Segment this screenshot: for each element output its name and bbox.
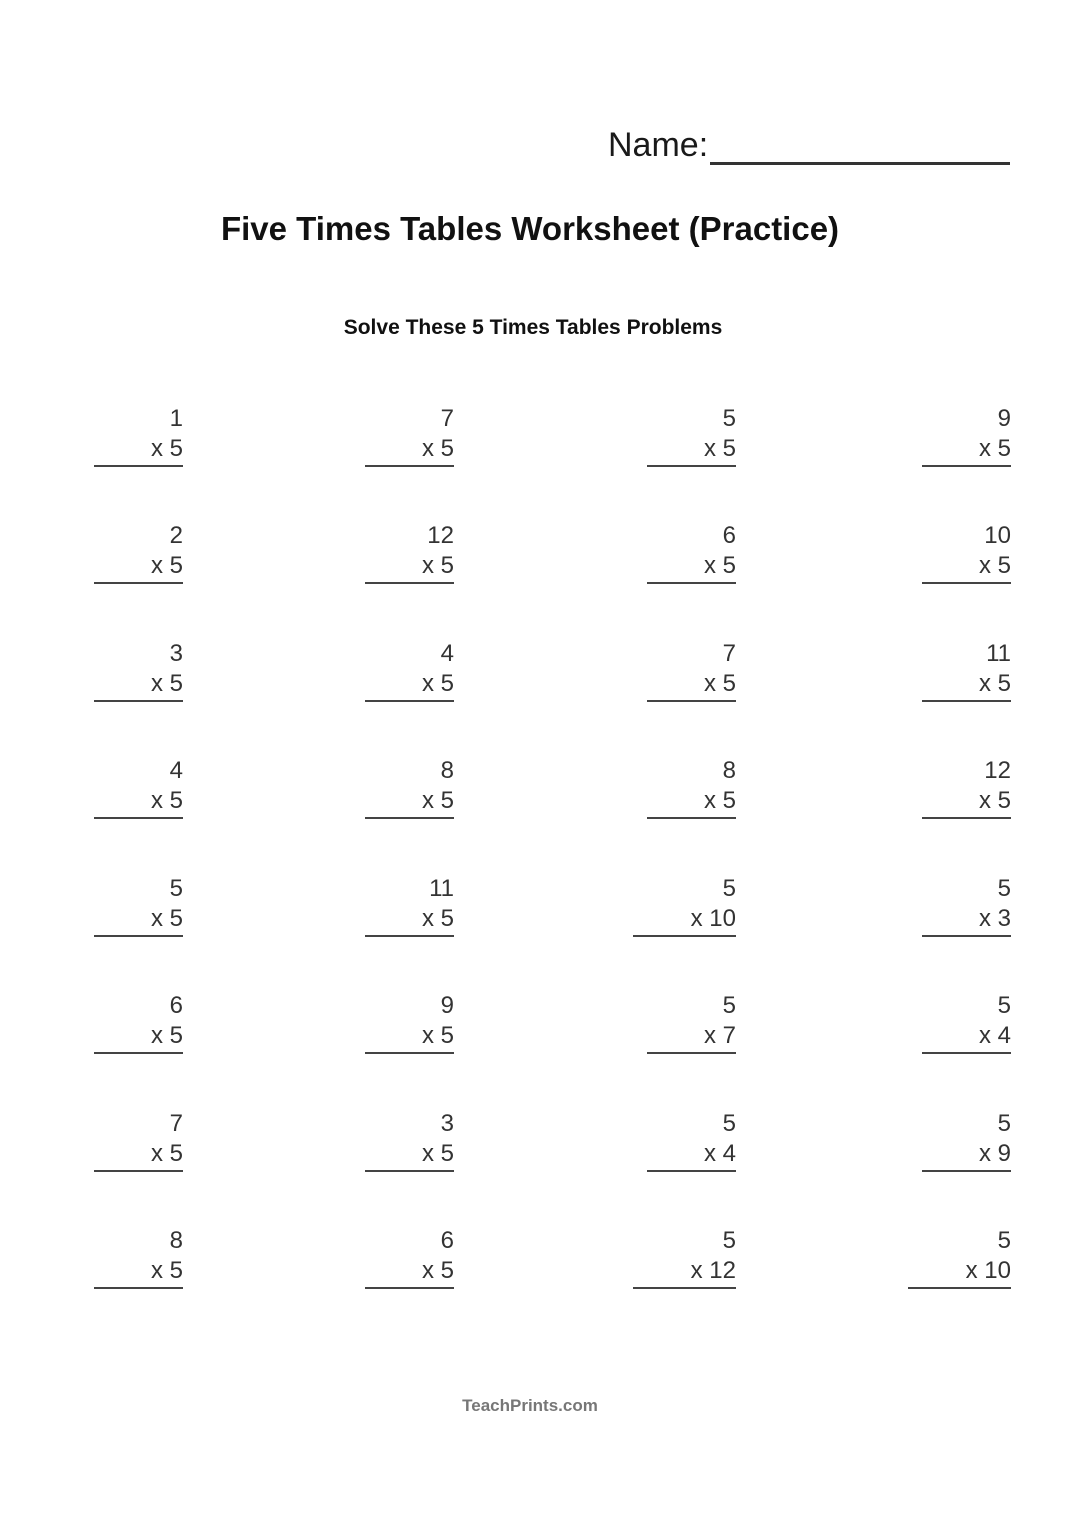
answer-line[interactable] [365, 700, 454, 702]
problem-item [23, 991, 183, 1051]
problem-item [294, 991, 454, 1051]
multiplier: x 5 [421, 905, 454, 932]
multiplier: x 5 [150, 1257, 183, 1284]
multiplier: x 12 [690, 1257, 736, 1284]
problem-item [851, 404, 1011, 464]
answer-line[interactable] [94, 582, 183, 584]
multiplier: x 9 [978, 1140, 1011, 1167]
answer-line[interactable] [647, 1052, 736, 1054]
answer-line[interactable] [633, 935, 736, 937]
multiplier: x 5 [703, 435, 736, 462]
problem-item [576, 404, 736, 464]
multiplier: x 5 [150, 435, 183, 462]
instructions: Solve These 5 Times Tables Problems [343, 316, 723, 339]
answer-line[interactable] [365, 1287, 454, 1289]
multiplicand: 3 [440, 1110, 454, 1137]
problem-item [576, 991, 736, 1051]
problem-item [23, 756, 183, 816]
multiplicand: 12 [427, 522, 454, 549]
multiplier: x 5 [150, 1140, 183, 1167]
multiplicand: 5 [997, 1227, 1011, 1254]
problem-item [576, 1226, 736, 1286]
answer-line[interactable] [94, 935, 183, 937]
multiplier: x 7 [703, 1022, 736, 1049]
multiplier: x 5 [150, 670, 183, 697]
problem-item [294, 639, 454, 699]
answer-line[interactable] [922, 700, 1011, 702]
multiplicand: 7 [169, 1110, 183, 1137]
multiplicand: 7 [722, 640, 736, 667]
multiplier: x 5 [703, 787, 736, 814]
multiplier: x 10 [965, 1257, 1011, 1284]
multiplier: x 5 [421, 435, 454, 462]
multiplicand: 4 [169, 757, 183, 784]
problem-item [851, 1109, 1011, 1169]
multiplicand: 5 [997, 992, 1011, 1019]
multiplicand: 8 [169, 1227, 183, 1254]
multiplicand: 7 [440, 405, 454, 432]
problem-item [23, 874, 183, 934]
multiplicand: 6 [169, 992, 183, 1019]
problem-item [294, 521, 454, 581]
multiplier: x 5 [421, 787, 454, 814]
problem-item [23, 521, 183, 581]
multiplicand: 11 [429, 875, 454, 902]
problem-item [294, 756, 454, 816]
problem-item [576, 874, 736, 934]
multiplier: x 5 [421, 670, 454, 697]
answer-line[interactable] [94, 465, 183, 467]
multiplier: x 5 [978, 552, 1011, 579]
answer-line[interactable] [922, 817, 1011, 819]
answer-line[interactable] [365, 465, 454, 467]
problem-item [294, 404, 454, 464]
multiplier: x 4 [978, 1022, 1011, 1049]
answer-line[interactable] [647, 700, 736, 702]
answer-line[interactable] [94, 1052, 183, 1054]
multiplicand: 8 [722, 757, 736, 784]
problem-item [576, 521, 736, 581]
answer-line[interactable] [647, 817, 736, 819]
multiplier: x 3 [978, 905, 1011, 932]
problem-item [23, 639, 183, 699]
multiplier: x 5 [978, 435, 1011, 462]
problem-item [576, 756, 736, 816]
answer-line[interactable] [922, 582, 1011, 584]
answer-line[interactable] [647, 1170, 736, 1172]
multiplier: x 5 [703, 552, 736, 579]
answer-line[interactable] [94, 1170, 183, 1172]
answer-line[interactable] [365, 1170, 454, 1172]
multiplicand: 12 [984, 757, 1011, 784]
problem-item [851, 874, 1011, 934]
multiplicand: 5 [722, 992, 736, 1019]
answer-line[interactable] [365, 1052, 454, 1054]
answer-line[interactable] [365, 582, 454, 584]
multiplier: x 5 [150, 552, 183, 579]
page-title: Five Times Tables Worksheet (Practice) [220, 210, 840, 247]
answer-line[interactable] [922, 1052, 1011, 1054]
multiplicand: 5 [722, 1227, 736, 1254]
multiplicand: 5 [722, 875, 736, 902]
multiplicand: 10 [984, 522, 1011, 549]
multiplicand: 9 [997, 405, 1011, 432]
problem-item [851, 521, 1011, 581]
problem-item [851, 991, 1011, 1051]
multiplier: x 5 [421, 1022, 454, 1049]
problem-item [294, 1109, 454, 1169]
answer-line[interactable] [365, 817, 454, 819]
multiplicand: 3 [169, 640, 183, 667]
multiplicand: 6 [440, 1227, 454, 1254]
multiplicand: 8 [440, 757, 454, 784]
problem-item [294, 1226, 454, 1286]
answer-line[interactable] [922, 1170, 1011, 1172]
multiplicand: 1 [169, 405, 183, 432]
multiplier: x 5 [978, 670, 1011, 697]
problem-item [851, 756, 1011, 816]
problem-item [23, 1109, 183, 1169]
multiplicand: 5 [722, 1110, 736, 1137]
name-field [608, 126, 1010, 165]
problem-item [576, 639, 736, 699]
answer-line[interactable] [633, 1287, 736, 1289]
multiplier: x 5 [150, 1022, 183, 1049]
multiplicand: 9 [440, 992, 454, 1019]
multiplier: x 5 [978, 787, 1011, 814]
name-label: Name: [608, 126, 709, 164]
answer-line[interactable] [647, 582, 736, 584]
answer-line[interactable] [908, 1287, 1011, 1289]
problem-item [294, 874, 454, 934]
multiplicand: 5 [722, 405, 736, 432]
answer-line[interactable] [647, 465, 736, 467]
problem-item [23, 1226, 183, 1286]
answer-line[interactable] [922, 465, 1011, 467]
problem-item [851, 639, 1011, 699]
name-blank-line[interactable] [710, 128, 1010, 165]
answer-line[interactable] [94, 1287, 183, 1289]
multiplier: x 10 [690, 905, 736, 932]
problem-item [851, 1226, 1011, 1286]
multiplicand: 5 [169, 875, 183, 902]
answer-line[interactable] [922, 935, 1011, 937]
multiplier: x 5 [421, 1140, 454, 1167]
answer-line[interactable] [94, 700, 183, 702]
answer-line[interactable] [365, 935, 454, 937]
multiplier: x 5 [703, 670, 736, 697]
multiplier: x 5 [421, 552, 454, 579]
multiplicand: 5 [997, 875, 1011, 902]
multiplier: x 5 [150, 787, 183, 814]
footer-brand: TeachPrints.com [462, 1396, 598, 1415]
multiplicand: 5 [997, 1110, 1011, 1137]
multiplier: x 5 [150, 905, 183, 932]
multiplicand: 4 [440, 640, 454, 667]
multiplicand: 2 [169, 522, 183, 549]
multiplier: x 5 [421, 1257, 454, 1284]
problem-item [576, 1109, 736, 1169]
multiplicand: 6 [722, 522, 736, 549]
problem-item [23, 404, 183, 464]
answer-line[interactable] [94, 817, 183, 819]
multiplier: x 4 [703, 1140, 736, 1167]
multiplicand: 11 [986, 640, 1011, 667]
